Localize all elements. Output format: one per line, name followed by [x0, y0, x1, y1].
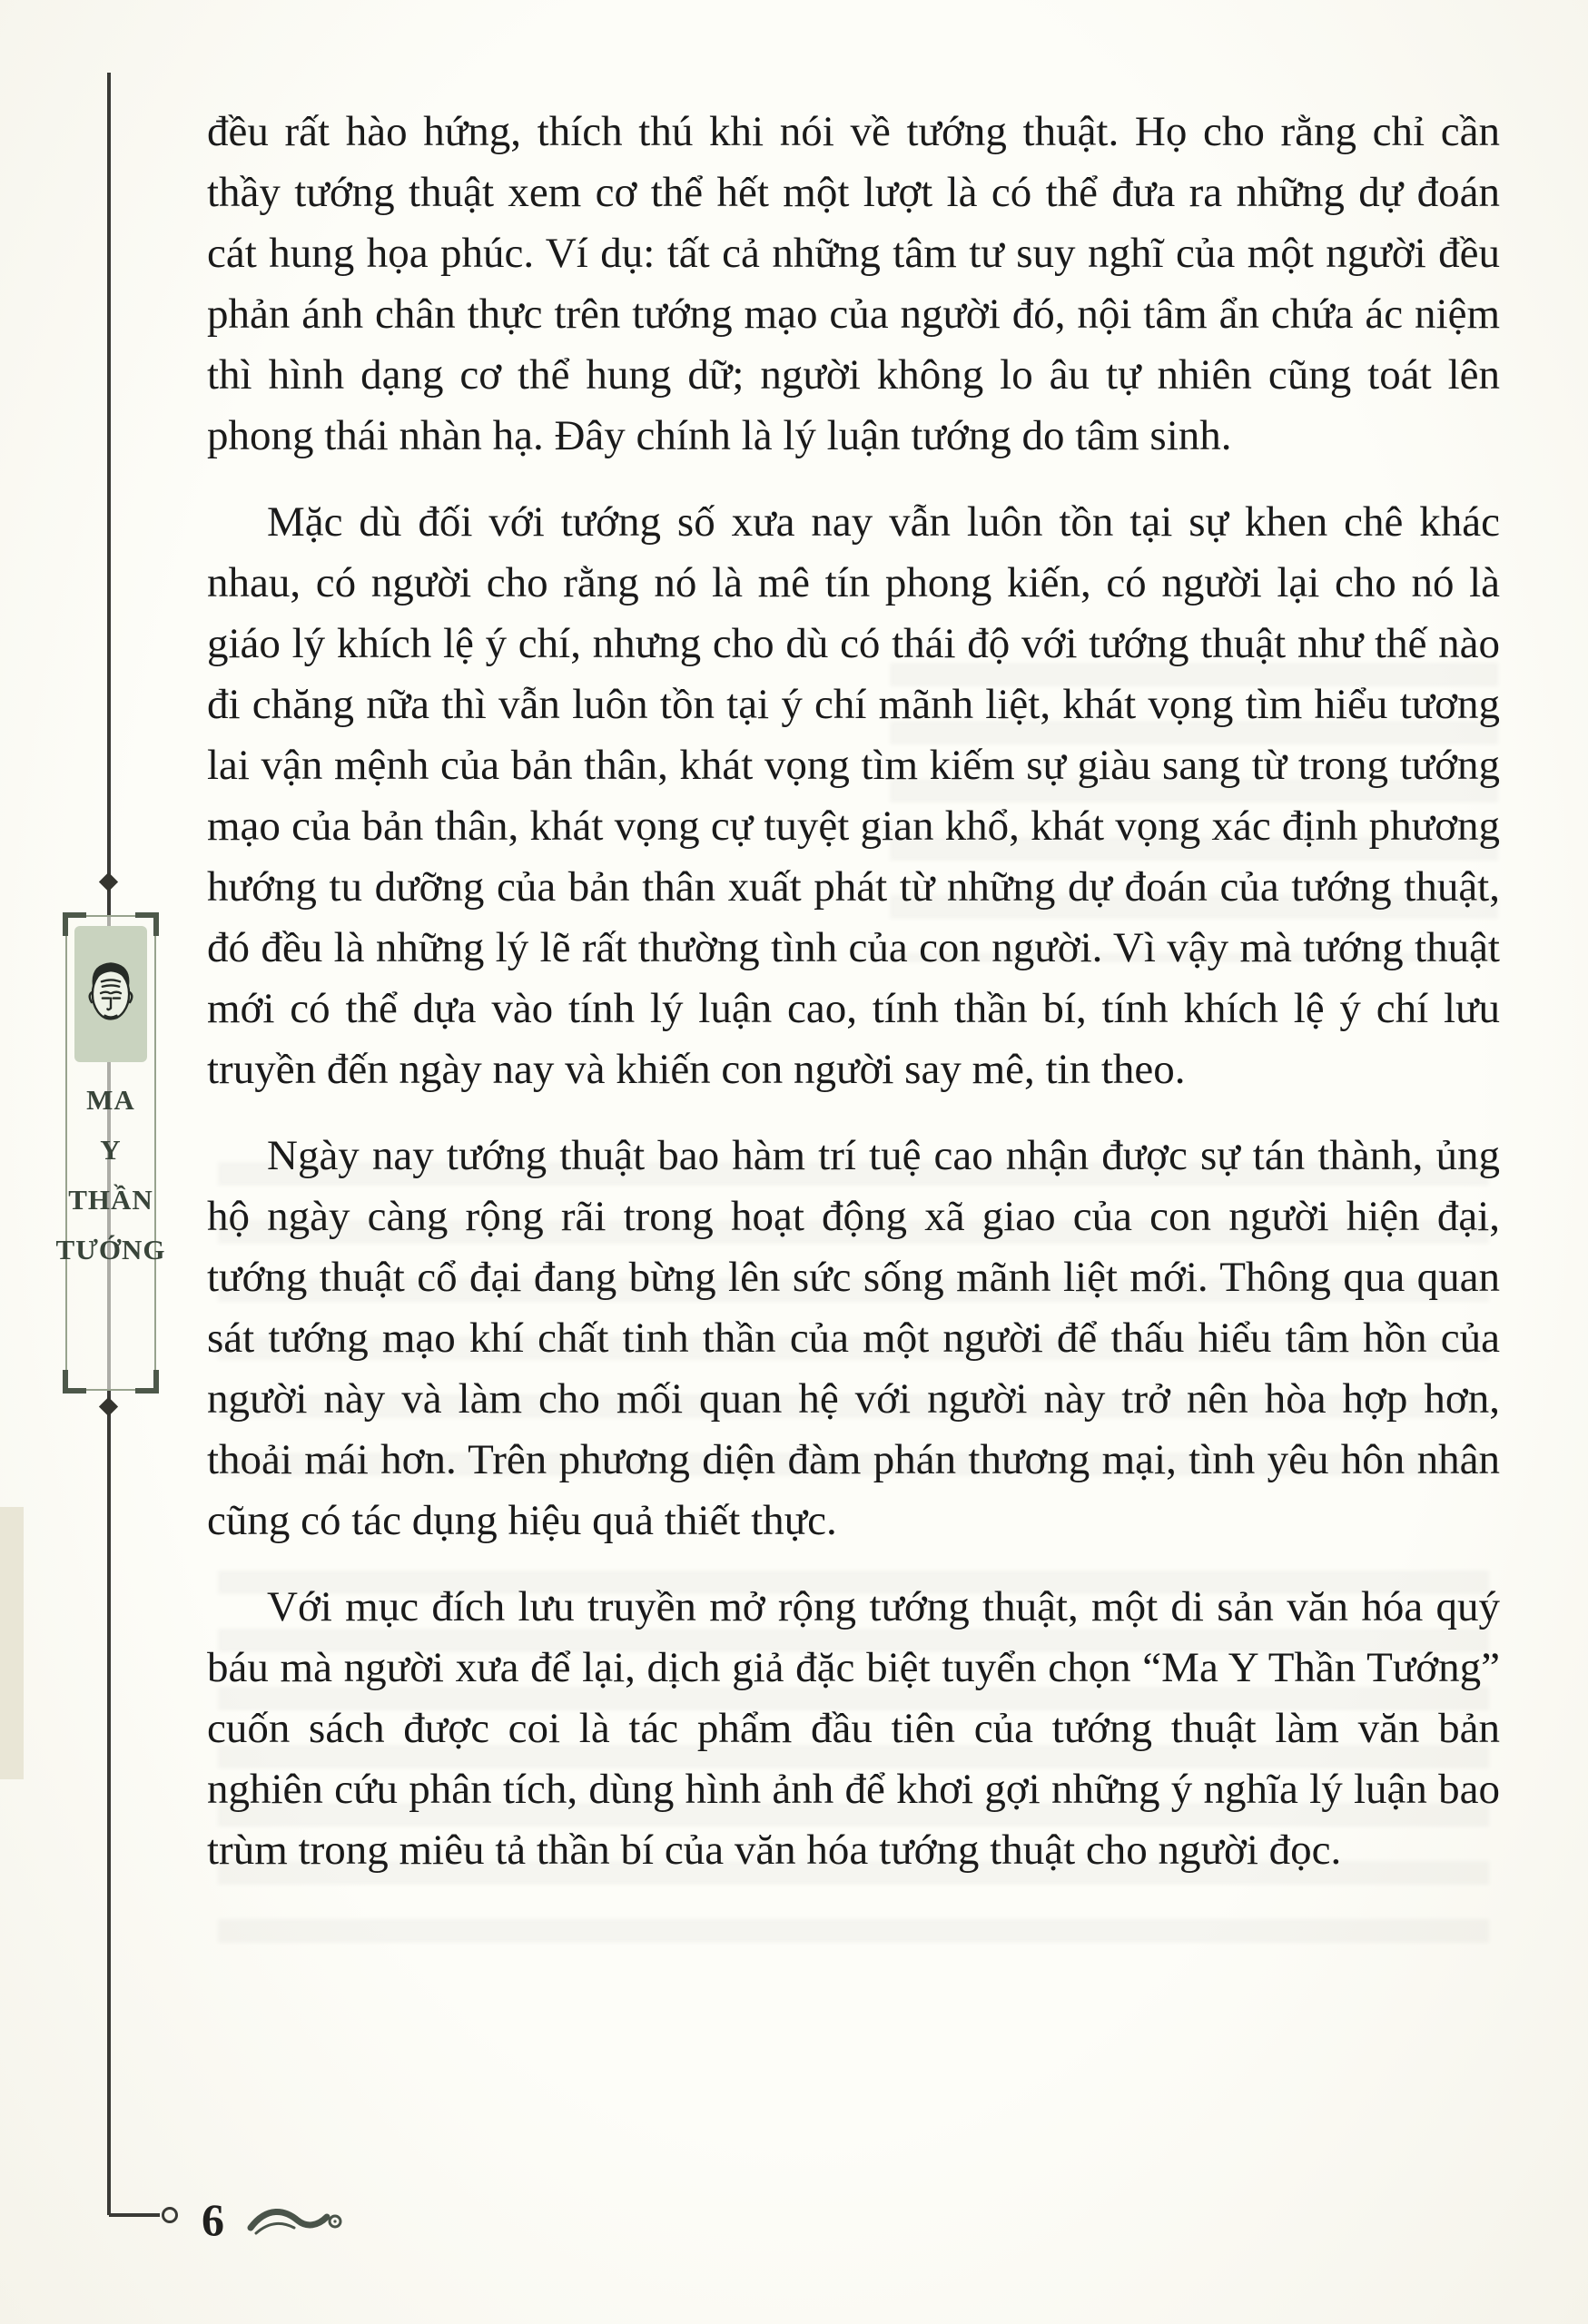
scan-edge-artifact — [0, 1507, 24, 1779]
book-title-vertical — [56, 1086, 166, 1264]
frame-corner — [63, 912, 86, 936]
title-word: MA — [86, 1084, 135, 1116]
title-word: Y — [100, 1134, 122, 1166]
book-title-ornament — [55, 915, 166, 1391]
paragraph: Mặc dù đối với tướng số xưa nay vẫn luôn tồn tại sự khen chê khác nhau, có người cho rằng nó là mê tín phong kiến, có người lại cho nó là giáo lý khích lệ ý chí, nhưng cho dù có thái độ với tướng thuật như thế nào đi chăng nữa thì vẫn luôn tồn tại ý chí mãnh liệt, khát vọng tìm hiểu tương lai vận mệnh của bản thân, khát vọng tìm kiếm sự giàu sang từ trong tướng mạo của bản thân, khát vọng cự tuyệt gian khổ, khát vọng xác định phương hướng tu dưỡng của bản thân xuất phát từ những dự đoán của tướng thuật, đó đều là những lý lẽ rất thường tình của con người. Vì vậy mà tướng thuật mới có thể dựa vào tính lý luận cao, tính thần bí, tính khích lệ ý chí lưu truyền đến ngày nay và khiến con người say mê, tin theo. — [207, 498, 1500, 1093]
frame-corner — [135, 912, 159, 936]
page-text — [207, 102, 1500, 1906]
footer-rule-tick — [109, 2213, 160, 2217]
footer-circle-ornament — [162, 2207, 178, 2223]
page-number: 6 — [202, 2194, 224, 2245]
frame-corner — [63, 1370, 86, 1393]
frame-corner — [135, 1370, 159, 1393]
paragraph: Ngày nay tướng thuật bao hàm trí tuệ cao nhận được sự tán thành, ủng hộ ngày càng rộng rãi trong hoạt động xã giao của con người hiện đại, tướng thuật cổ đại đang bừng lên sức sống mãnh liệt mới. Thông qua quan sát tướng mạo khí chất tinh thần của một người để thấu hiểu tâm hồn của người này và làm cho mối quan hệ với người này trở nên hòa hợp hơn, thoải mái hơn. Trên phương diện đàm phán thương mại, tình yêu hôn nhân cũng có tác dụng hiệu quả thiết thực. — [207, 1132, 1500, 1544]
paragraph: đều rất hào hứng, thích thú khi nói về tướng thuật. Họ cho rằng chỉ cần thầy tướng thuật xem cơ thể hết một lượt là có thể đưa ra những dự đoán cát hung họa phúc. Ví dụ: tất cả những tâm tư suy nghĩ của một người đều phản ánh chân thực trên tướng mạo của người đó, nội tâm ẩn chứa ác niệm thì hình dạng cơ thể hung dữ; người không lo âu tự nhiên cũng toát lên phong thái nhàn hạ. Đây chính là lý luận tướng do tâm sinh. — [207, 108, 1500, 459]
calligraphic-flourish-icon — [247, 2197, 347, 2252]
diamond-ornament — [99, 1397, 118, 1416]
ma-y-face-icon — [74, 926, 147, 1062]
title-word: THẦN — [68, 1184, 153, 1216]
paragraph: Với mục đích lưu truyền mở rộng tướng thuật, một di sản văn hóa quý báu mà người xưa để lại, dịch giả đặc biệt tuyển chọn “Ma Y Thần Tướng” cuốn sách được coi là tác phẩm đầu tiên của tướng thuật làm văn bản nghiên cứu phân tích, dùng hình ảnh để khơi gợi những ý nghĩa lý luận bao trùm trong miêu tả thần bí của văn hóa tướng thuật cho người đọc. — [207, 1583, 1500, 1874]
title-word: TƯỚNG — [55, 1234, 166, 1265]
diamond-ornament — [99, 872, 118, 891]
